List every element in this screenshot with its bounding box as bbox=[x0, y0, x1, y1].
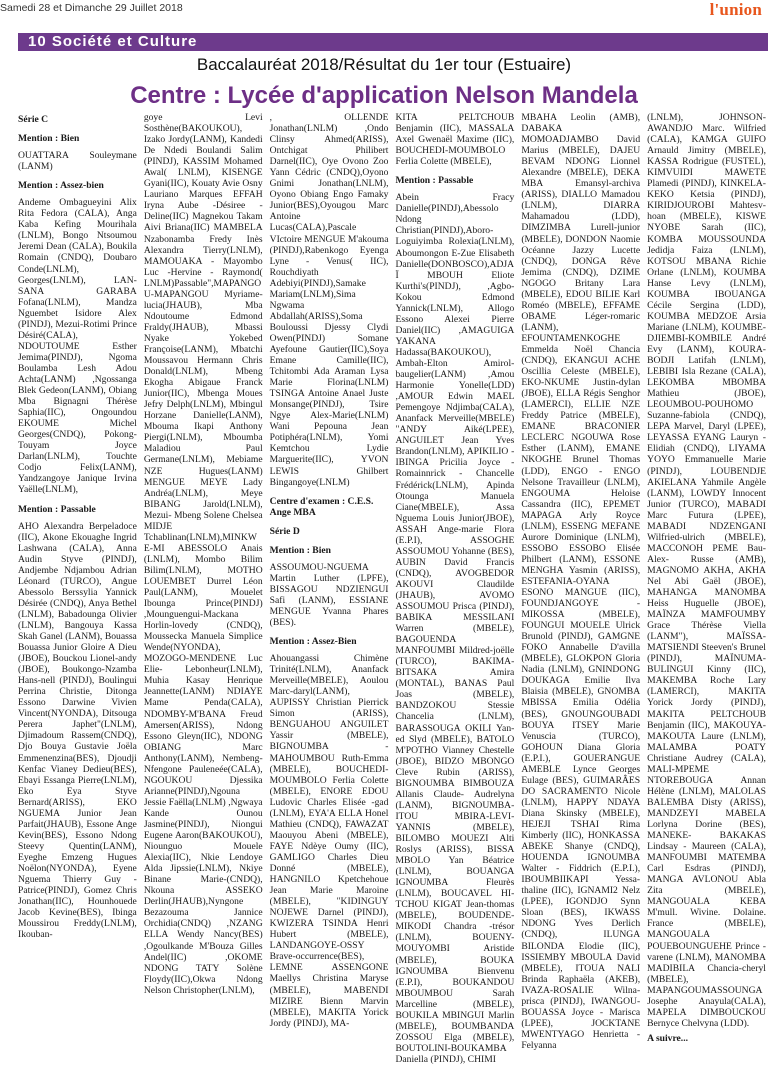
section-title: 10 Société et Culture bbox=[28, 33, 198, 50]
section-heading: Mention : Bien bbox=[269, 544, 331, 556]
section-heading: Mention : Passable bbox=[18, 503, 96, 515]
text-column bbox=[269, 112, 389, 1029]
results-paragraph: KITA PELTCHOUB Benjamin (IIC), MASSALA Axel Gwenaël Maxime (IIC), BOUCHEDI-MOUMBOLO Ferlia Colette (MBELE), bbox=[395, 112, 515, 168]
text-column bbox=[395, 112, 515, 1065]
section-banner bbox=[18, 33, 768, 51]
results-paragraph: OUATTARA Souleymane (LANM) bbox=[18, 150, 137, 173]
section-heading: Série C bbox=[18, 114, 49, 125]
results-paragraph: , OLLENDE Jonathan(LNLM) ,Ondo Clinsy Ahmed(ARISS), Ontchigat Philibert Darnel(IIC), Oye Ovono Zoo Yann Cédric (CNDQ),Oyono Gnimi Jonathan(LNLM), Oyono Obiang Engo Famaky Junior(BES),Oyougou Marc Antoine Lucas(CALA),Pascale VIctoire MENGUE M'akouma (PINDJ),Rabenkogo Eyenga Lyne - Venus( IIC), Rouchdiyath Adebiyi(PINDJ),Samake Mariam(LNLM),Sima Ngwama Abdallah(ARISS),Soma Bouloussi Djessy Clydi Owen(PINDJ) Somane Ayefoune Gautier(IIC),Soya Emane Camille(IIC), Tchitombi Ada Araman Lysa Marie Florina(LNLM) TSINGA Antoine Anael Juste Monsange(PINDJ), Tsire Ngye Alex-Marie(LNLM) Wani Pepouna Jean Potiphéra(LNLM), Yomi Kemtchou Lydie Marguerite(IIC), YVON LEWIS Ghilbert Bingangoye(LNLM) bbox=[269, 112, 389, 488]
results-columns bbox=[18, 112, 766, 1065]
section-heading: Mention : Assez-Bien bbox=[269, 636, 357, 648]
section-heading: Mention : Bien bbox=[18, 133, 80, 145]
page-header bbox=[0, 0, 768, 30]
results-paragraph: (LNLM), JOHNSON-AWANDJO Marc. Wilfried (CALA), KAMGA GUIFO Arnauld Jimitry (MBELE), KASSA Rodrigue (FUSTEL), KIMVUIDI MAWETE Plamedi (PINDJ), KINKELA- KEKO Ketsia (PINDJ), KIRIDJOUROBI Mahtesv-hoan (MBELE), KISWE NYOBE Sarah (IIC), KOMBA MOUSSOUNDA Jedidja Faiza (LNLM), KOTSOU MBANA Richie Orlane (LNLM), KOUMBA Hanse Levy (LNLM), KOUMBA IBOUANGA Cécile Sergina (LDD), KOUMBA MEDZOE Arsia Mariane (LNLM), KOUMBE-DJIEMBI-KOMBILE André Evy (LANM), KOURA-BODJI Latifah (LNLM), LEBIBI Isla Rezane (CALA), LEKOMBA MBOMBA Mathieu (JBOE), LEOUMBOU-POUHOMO Suzanne-fabiola (CNDQ), LEPA Marvel, Daryl (LPEE), LEYASSA EYANG Lauryn - Elidiah (CNDQ), LIYAMA YOYO Emmanuelle Marie (PINDJ), LOUBENDJE AKIELANA Yahmile Angèle (LANM), LOWDY Innocent Junior (TURCO), MABADI Marc Futura (LPEE), MABADI NDZENGANI Wilfried-ulrich (MBELE), MACCONOH PEME Bau- Alex- Russe (AMB), MAGNOMO AKHA, AKHA Nel Abi Gaël (JBOE), MAHANGA MANOMBA Heiss Huguelle (JBOE), MAÏNZA MAMFOUMBY Grace Thérèse Viella (LANM"), MAÏSSA-MATSIENDI Steeven's Brunel (PINDJ), MAÏNUMA-BULINGUI Kinny (IIC), MAKEMBA Roche Lary (LAMERCI), MAKITA Yorick Jordy (PINDJ), MAKITA PELTCHOUB Benjamin (IIC), MAKOUYA-MAKOUTA Laure (LNLM), MALAMBA POATY Christiane Audrey (CALA), MALI-MPEME NTOREBOUGA Annan Hélène (LNLM), MALOLAS BALEMBA Disty (ARISS), MANDZEYI MABELA Lorlyna Dorine (BES), MANEKE- BAKAKAS Lindsay - Maureen (CALA), MANFOUMBI MATEMBA Carl Esdras (PINDJ), MANGA AVLONOU Abla Zita (MBELE), MANGOUALA KEBA M'mull. Wivine. Dolaine. France (MBELE), MANGOUALA POUEBOUNGUEHE Prince -varene (LNLM), MANOMBA MADIBILA Chancia-cheryl (MBELE), MAPANGOUMASSOUNGA Josephe Anayula(CALA), MAPELA DIMBOUCKOU Bernyce Chelvyna (LDD). bbox=[647, 112, 766, 1029]
article-headline: Baccalauréat 2018/Résultat du 1er tour (Estuaire) bbox=[196, 55, 572, 74]
newspaper-masthead: l'union bbox=[709, 0, 762, 19]
section-heading: Mention : Assez-bien bbox=[18, 180, 104, 192]
results-paragraph: AHO Alexandra Berpeladoce (IIC), Akone Ekouaghe Ingrid Lashwana (CALA), Anna Audin Styve (PINDJ), Andjembe Ndjambou Adrian Léonard (TURCO), Angue Abessolo Berssylia Yannick Désirée (CNDQ), Anya Bethel (LNLM), Babadounga Olivier (LNLM), Bangouya Kassa Skah Ganel (LANM), Bouassa Bouassa Junior Gloire A Dieu (JBOE), Bouckou Lionel-andy (JBOE), Boukongo-Nzamba Hans-nell (PINDJ), Boulingui Perrina Christie, Ditonga Essono Darwine Vivien Vincent(NYONDA), Ditsouga Perera Japhet"(LNLM), Djimadoum Rassem(CNDQ), Djo Bouya Gustavie Joëla Emmenenzina(BES), Djoudji Kenfac Vianey Dedieu(BES), Ebayi Essanga Pierre(LNLM), Eko Eya Styve Bernard(ARISS), EKO NGUEMA Junior Jean Parfait(JHAUB), Essone Ange Kevin(BES), Essono Ndong Steevy Quentin(LANM), Eyeghe Emzeng Hugues Noëlon(NYONDA), Eyene Nguema Thierry Guy - Patrice(PINDJ), Gomez Chris Jonathan(IIC), Hounhouede Jacob Kevine(BES), Ibinga Moussirou Freddy(LNLM), Ikouban- bbox=[18, 520, 137, 941]
results-paragraph: goye Levi Sosthène(BAKOUKOU), Izako Jordy(LANM), Kandedi De Ndedi Boulandi Salim (PINDJ), KASSIM Mohamed Awal( LNLM), KISENGE Gyani(IIC), Kouaty Avie Osny Lauriano Marques EFFAH Iryna Aube -Désiree -Deline(IIC) Magnekou Takam Aivi Briana(IIC) MAMBELA Nzabonamba Fredy Inès Alexandra Tierry(LNLM), MAMOUAKA - Mayombo Luc -Hervine - Raymond( LNLM)Passable",MAPANGOU-MAPANGOU Myriame-lucia(JHAUB), Mba Ndoutoume Edmond Fraldy(JHAUB), Mbassi Nyake Yokebed Françoise(LANM), Mbatchi Moussavou Hermann Chris Donald(LNLM), Mbeng Ekogha Abigaue Franck Junior(IIC), Mbenga Moues Jefry Delph(LNLM), Mbingul Horzane Danielle(LANM), Mbouma Ikapi Anthony Piergi(LNLM), Mboumba Maladiou Paul Germane(LNLM), Mebiame NZE Hugues(LANM) MENGUE MEYE Lady Andréa(LNLM), Meye BIBANG Jarold(LNLM), Mezui- Mbeng Solene Chelsea MIDJE Tchablinan(LNLM),MINKWE-MI ABESSOLO Anais (LNLM), Mombo Bilim Bilim(LNLM), MOTHO LOUEMBET Durrel Léon Paul(LANM), Mouelet Ibounga Prince(PINDJ) ,Mounguengui-Mackana Horlin-lovedy (CNDQ), Moussecka Manuela Simplice Wende(NYONDA), MOZOGO-MENDENE Luc Elie- Lebonheur(LNLM), Muhia Kasay Henrique Jeannette(LANM) NDIAYE Mame Penda(CALA), NDOMBY-M'BANA Freud Amersen(ARISS), Ndong Essono Gleyn(IIC), NDONG OBIANG Marc Anthony(LANM), Nembeng-Nfengone Pauleneée(CALA), NGOUKOU Djessika Arianne(PINDJ),Ngouna Jessie Faëlla(LNLM) ,Ngwaya Kande Ounou Jasmine(PINDJ), Niongui Eugene Aaron(BAKOUKOU), Niounguo Mouele Alexia(IIC), Nkie Lendoye Alda Jipssie(LNLM), Nkiye Binane Marie-(CNDQ), Nkouna ASSEKO Derlin(JHAUB),Nyngone Bezazouma Jannice Orchidia(CNDQ) ,NZANG ELLA Wendy Nancy(BES) ,Ogoulkande M'Bouza Gilles Andel(IIC) ,OKOME NDONG TATY Solène Floydy(IIC),Okwa Ndong Nelson Christopher(LNLM), bbox=[143, 112, 263, 996]
text-column bbox=[18, 112, 137, 1020]
results-paragraph: Ahouangassi Chimène Trinité(LNLM), Ananfack Merveille(MBELE), Aoulou Marc-daryl(LANM), AUPISSY Christian Pierrick Simon (ARISS), BENGUAHOU ANGUILET Yassir (MBELE), BIGNOUMBA - MAHOUMBOU Ruth-Emma (MBELE), BOUCHEDI-MOUMBOLO Ferlia Colette (MBELE), ENORE EDOU Ludovic Charles Elisée -gad (LNLM), EYA'A ELLA Honel Mathieu (CNDQ), FAWAZAT Maouyou Abeni (MBELE), FAYE Ndèye Oumy (IIC), GAMLIGO Charles Dieu Donné (MBELE), HANGNILO Kpetchehoue Jean Marie Maroine (MBELE), "KIDINGUY NOJEWE Darnel (PINDJ), KWIZERA TSINDA Henri Hubert (MBELE), LANDANGOYE-OSSY Brave-occurrence(BES), LEMNE ASSENGONE Maellys Christina Maryse (MBELE), MABENDI MIZIRE Bienn Marvin (MBELE), MAKITA Yorick Jordy (PINDJ), MA- bbox=[269, 653, 389, 1029]
results-paragraph: ASSOUMOU-NGUEMA Martin Luther (LPFE), BISSAGOU NDZIENGUI Safi (LANM), ESSIANE MENGUE Yvanna Phares (BES). bbox=[269, 561, 389, 629]
section-heading: Série D bbox=[269, 525, 300, 537]
results-paragraph: Abein Fracy Danielle(PINDJ),Abessolo Ndong Christian(PINDJ),Aboro-Loguiyimba Rolexia(LNLM), Aboumongon E-Zue Elisabeth Danielle(DONBOSCO),ADJAÏ MBOUH Eliote Kurthi's(PINDJ), ,Agbo-Kokou Edmond Yannick(LNLM), Allogo Essono Alexei Pierre Daniel(IIC) ,AMAGUIGA YAKANA Hadassa(BAKOUKOU), Ambah-Elton Amirol-baugelier(LANM) ,Amou Harmonie Yonelle(LDD) ,AMOUR Edwin MAEL Pemengoye Ndjimba(CALA), Ananfack Merveille(MBELE) "ANDY Aiké(LPEE), ANGUILET Jean Yves Brandon(LNLM), APIKILIO - IBINGA Pricilia Joyce - Romainnrick - Chancelle Frédérick(LNLM), Apinda Otounga Manuela Ciane(MBELE), Assa Nguema Louis Junior(JBOE), ASSAH Ange-marie Flora (E.P.I), ASSOGHE ASSOUMOU Yohanne (BES), AUBIN David Francis (CNDQ), AVOGBEDOR AKOUVI Claudilde (JHAUB), AVOMO ASSOUMOU Prisca (PINDJ), BABIKA MESSILANI Warren (MBELE), BAGOUENDA MANFOUMBI Mildred-joëlle (TURCO), BAKIMA-BITSAKA Amira (MONTAL), BANAS Paul Joas (MBELE), BANDZOKOU Stessie Chancelia (LNLM), BARASSOUGA OKILI Yan-ed Slyd (MBELE), BATOLO M'POTHO Vianney Chestelle (JBOE), BIDZO MBONGO Cleve Rubin (ARISS), BIGNOUMBA BIMBOUZA Allanis Claude- Audrelyna (LANM), BIGNOUMBA-ITOU MBIRA-LEVI-YANNIS (MBELE), BILOMBO MOUEZI Alti Roslys (ARISS), BISSA MBOLO Yan Béatrice (LNLM), BOUANGA IGNOUMBA Fleurès (LNLM), BOUCAVEL HI-TCHOU KIGAT Jean-thomas (MBELE), BOUDENDE-MIKODI Chandra -trésor (LNLM), BOUENY-MOUYOMBI Aristide (MBELE), BOUKA IGNOUMBA Bienvenu (E.P.I), BOUKANDOU MBOUMBOU Sarah Marcelline (MBELE), BOUKILA MBINGUI Marlin (MBELE), BOUMBANDA ZOSSOU Elga (MBELE), BOUTOLINI-BOUKAMBA Daniella (PINDJ), CHIMI bbox=[395, 192, 515, 1065]
results-paragraph: MBAHA Leolin (AMB), DABAKA MOMOADJAMBO David Marius (MBELE), DAJEU BEVAM NDONG Lionnel Alexandre (MBELE), DEKA MBA Emansyl-archiva (ARISS), DIALLO Mamadou (LNLM), DIARRA Mahamadou (LDD), DIMZIMBA Lurell-junior (MBELE), DONDON Naomie Océanne Jazzy Lucette (CNDQ), DONGA Rêve Jemima (CNDQ), DZIME NGOGO Britany Lara (MBELE), EDOU BILIE Karl Roméo (MBELE), EFFAME OBAME Léger-romaric (LANM), EFOUNTAMENKOGHE Emmelda Noël Chancia (CNDQ), EKANGUI ACHE Oscillia Celeste (MBELE), EKO-NKUME Justin-dylan (JBOE), ELLA Régis Senghor (LAMERCI), ELLIE NZE Freddy Patrice (MBELE), EMANE BRACONIER LECLERC NGOUWA Rose Esther (LANM), EMANE NKOGHE Brunel Thomas (LDD), ENGO - ENGO Nelsone Travailleur (LNLM), ENGOUMA Heloise Cassandra (IIC), EPEMET MAPAGA Arly Royce (LNLM), ESSENG MEFANE Aurore Dominique (LNLM), ESSOBO ESSOBO Elisée Philbert (LANM), ESSONE MENGHA Yasmin (ARISS), ESTEFANIA-OYANA ESONO MANGUE (IIC), FOUNDJANGOYE - MIKOSSA (MBELE), FOUNGUI MOUELE Ulrick Brunold (PINDJ), GAMGNE FOKO Annabelle D'avilla (MBELE), GLOKPON Gloria Nadia (LNLM), GNINDONG DOUKAGA Emilie Ilva Blaisia (MBELE), GNOMBA MBISSA Emilia Odélia (BES), GNOUNGOUBADI BOUYA ITSEY Marie Venuscia (TURCO), GOHOUN Diana Gloria (E.P.I.), GOUERANGUE AMEBLE Lynce Georges Eulage (BES), GUIMARÂES DO SACRAMENTO Nicole (LNLM), HAPPY NDAYA Diana Skinsky (MBELE), HEJEJI TSHAI Rima Kimberly (IIC), HONKASSA ABEKE Shanye (CNDQ), HOUENDA IGNOUMBA Walter - Fiddrich (E.P.I.), IBOUMBIIKAPI Yessa-thaline (IIC), IGNAMI2 Nelz (LPEE), IGONDJO Synn Sloan (BES), IKWASS NDONG Yves Derlich (CNDQ), ILUNGA BILONDA Elodie (IIC), ISSIEMBY MBOULA David (MBELE), ITOUA NALI Brinda Raphaëla (AKEB), IVAZA-ROSALIE Wilna-prisca (PINDJ), IWANGOU-BOUASSA Joyce - Marisca (LPEE), JOCKTANE MWENTYAGO Henrietta - Felyanna bbox=[521, 112, 641, 1051]
section-heading: Centre d'examen : C.E.S. Ange MBA bbox=[269, 495, 374, 518]
text-column bbox=[521, 112, 641, 1051]
continued-note: A suivre... bbox=[647, 1032, 689, 1044]
text-column bbox=[144, 112, 263, 1020]
section-heading: Mention : Passable bbox=[395, 175, 474, 187]
article-subhead: Centre : Lycée d'application Nelson Mandela bbox=[130, 82, 638, 109]
text-column bbox=[647, 112, 766, 1044]
results-paragraph: Andeme Ombagueyini Alix Rita Fedora (CALA), Anga Kaba Kefing Mourihala (LNLM), Bongo Ntsoumou Jeremi Dean (CALA), Boukila Romain (CNDQ), Doubaro Conde(LNLM), Georges(LNLM), LAN-SANA GARABA Fofana(LNLM), Mandza Nguembet Isidore Alex (PINDJ), Mezui-Rotimi Prince Désiré(CALA), NDOUTOUME Esther Jemima(PINDJ), Ngoma Boulamba Lesh Adou Achta(LANM) ,Ngossanga Blek Gedeon(LANM), Obiang Mba Bignagni Thérèse Saphia(IIC), Ongoundou EKOUME Michel Georges(CNDQ), Pokong-Touyam Joyce Darlan(LNLM), Touchte Codjo Felix(LANM), Yandzangoye Janique Irvina Yaëlle(LNLM), bbox=[18, 197, 137, 496]
issue-date: Samedi 28 et Dimanche 29 Juillet 2018 bbox=[0, 2, 183, 14]
